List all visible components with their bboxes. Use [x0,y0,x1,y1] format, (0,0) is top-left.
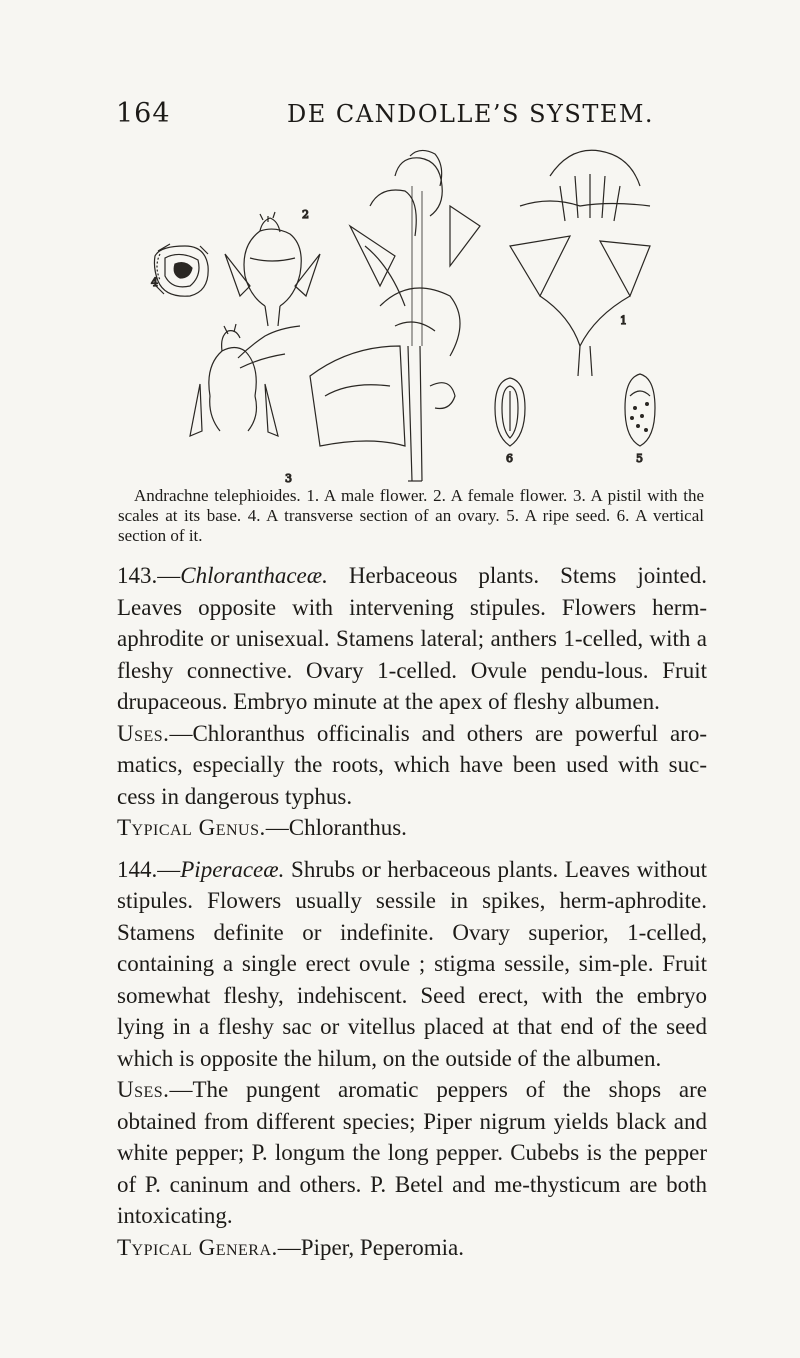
family-name: Chloranthaceæ. [180,563,328,588]
typical-label: Typical Genus. [117,815,266,840]
section-143 [117,560,707,718]
uses-label: Uses. [117,720,170,746]
fig-label-2: 2 [302,208,309,221]
section-number: 144.— [117,856,181,882]
section-143-typical [117,812,707,844]
section-143-uses [117,718,707,813]
uses-text: —The pungent aromatic peppers of the shops are obtained from different species; Piper nigrum yields black and white pepper; P. longum the long pepper. Cubebs is the pepper of P. caninum and others. P. Betel and me-thysticum are both intoxicating. [117,1077,707,1228]
typical-text: —Chloranthus. [265,815,407,840]
section-number: 143.— [117,563,181,588]
fig-label-5: 5 [636,452,643,465]
typical-label: Typical Genera. [117,1234,278,1260]
fig-1-open-flower [510,150,650,376]
section-description: Shrubs or herbaceous plants. Leaves without stipules. Flowers usually sessile in spikes, herm-aphrodite. Stamens definite or indefinite. Ovary superior, 1-celled, containing a single erect ovule ; stigma sessile, sim-ple. Fruit somewhat fleshy, indehiscent. Seed erect, with the embryo lying in a fleshy sac or vitellus placed at that end of the seed which is opposite the hilum, on the outside of the albumen. [117,856,707,1071]
figure-caption: Andrachne telephioides. 1. A male flower. 2. A female flower. 3. A pistil with the scales at its base. 4. A transverse section of an ovary. 5. A ripe seed. 6. A vertical section of it. [118,486,704,545]
section-144-typical [117,1232,707,1264]
fig-label-1: 1 [620,314,627,327]
uses-label: Uses. [117,1077,170,1102]
fig-label-3: 3 [285,472,292,485]
fig-1-male-flower [310,150,480,481]
running-title: DE CANDOLLE’S SYSTEM. [287,100,655,128]
botanical-illustration [150,146,670,486]
page-header [116,98,706,138]
fig-label-4: 4 [151,276,158,289]
fig-2-female-flower [225,212,320,326]
section-144 [117,854,707,1075]
page-number: 164 [116,98,171,129]
body-text [117,560,707,1263]
family-name: Piperaceæ. [180,856,285,882]
uses-text: —Chloranthus officinalis and others are powerful aro-matics, especially the roots, which have been used with suc-cess in dangerous typhus. [117,720,707,809]
fig-3-pistil [190,324,300,436]
section-description: Herbaceous plants. Stems jointed. Leaves opposite with intervening stipules. Flowers herm-aphrodite or unisexual. Stamens lateral; anthers 1-celled, with a fleshy connective. Ovary 1-celled. Ovule pendu-lous. Fruit drupaceous. Embryo minute at the apex of fleshy albumen. [117,563,707,714]
fig-label-6: 6 [506,452,513,465]
fig-6-seed-section [495,378,525,446]
fig-4-transverse-section [154,244,208,296]
section-144-uses [117,1074,707,1232]
fig-5-ripe-seed [625,374,655,446]
typical-text: —Piper, Peperomia. [277,1234,465,1260]
